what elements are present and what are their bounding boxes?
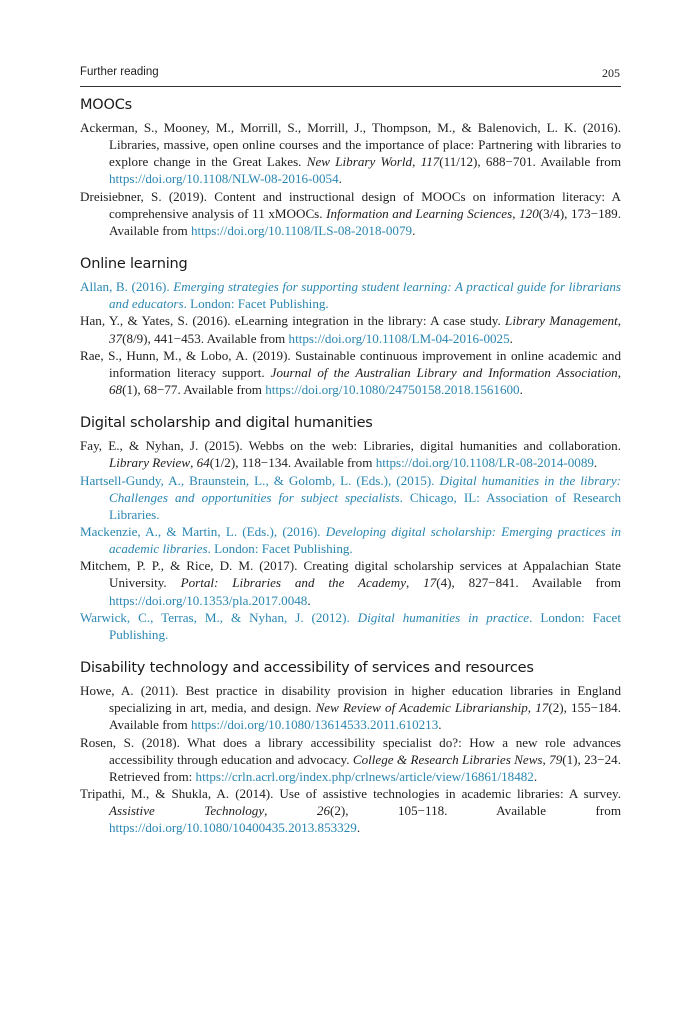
reference-entry[interactable]: Warwick, C., Terras, M., & Nyhan, J. (2012). Digital humanities in practice. London: Facet Publishing. [80,609,621,642]
reference-entry: Ackerman, S., Mooney, M., Morrill, S., Morrill, J., Thompson, M., & Balenovich, L. K. (2016). Libraries, massive, open online courses and the importance of place: Partnering with libraries to explore change in the Great Lakes. New Library World, 117(11/12), 688−701. Available from https://doi.org/10.1108/NLW-08-2016-0054. [80,120,622,187]
doi-link[interactable]: https://doi.org/10.1108/LM-04-2016-0025 [288,330,510,346]
reference-list [80,96,621,836]
reference-entry: Rosen, S. (2018). What does a library accessibility specialist do?: How a new role advances accessibility through education and advocacy. College & Research Libraries News, 79(1), 23−24. Retrieved from: https://crln.acrl.org/index.php/crlnews/article/view/16861/18482. [80,734,621,784]
reference-entry[interactable]: Allan, B. (2016). Emerging strategies for supporting student learning: A practical guide for librarians and educators. London: Facet Publishing. [80,279,622,312]
section-digital-scholarship [80,414,621,643]
running-header-title: Further reading [80,66,159,78]
reference-entry: Tripathi, M., & Shukla, A. (2014). Use of assistive technologies in academic libraries: A survey. Assistive Technology, 26(2), 105−118. Available from https://doi.org/10.1080/10400435.2013.853329. [80,786,622,836]
section-moocs [80,96,621,239]
reference-entry[interactable]: Mackenzie, A., & Martin, L. (Eds.), (2016). Developing digital scholarship: Emerging practices in academic libraries. London: Facet Publishing. [80,523,622,557]
doi-link[interactable]: https://doi.org/10.1080/13614533.2011.610213 [190,717,439,733]
doi-link[interactable]: https://doi.org/10.1353/pla.2017.0048 [109,592,308,608]
reference-entry: Dreisiebner, S. (2019). Content and instructional design of MOOCs on information literacy: A comprehensive analysis of 11 xMOOCs. Information and Learning Sciences, 120(3/4), 173−189. Available from https://doi.org/10.1108/ILS-08-2018-0079. [80,188,621,238]
reference-entry: Han, Y., & Yates, S. (2016). eLearning integration in the library: A case study. Library Management, 37(8/9), 441−453. Available from https://doi.org/10.1108/LM-04-2016-0025. [80,313,621,346]
doi-link[interactable]: https://doi.org/10.1108/LR-08-2014-0089 [375,455,594,471]
reference-entry[interactable]: Hartsell-Gundy, A., Braunstein, L., & Golomb, L. (Eds.), (2015). Digital humanities in the library: Challenges and opportunities for subject specialists. Chicago, IL: Association of Research Libraries. [80,472,622,522]
reference-entry: Rae, S., Hunn, M., & Lobo, A. (2019). Sustainable continuous improvement in online academic and information literacy support. Journal of the Australian Library and Information Association, 68(1), 68−77. Available from https://doi.org/10.1080/24750158.2018.1561600. [80,347,621,398]
reference-entry: Howe, A. (2011). Best practice in disability provision in higher education libraries in England specializing in art, media, and design. New Review of Academic Librarianship, 17(2), 155−184. Available from https://doi.org/10.1080/13614533.2011.610213. [80,683,621,733]
section-title: Digital scholarship and digital humanities [80,415,373,432]
section-title: Online learning [80,256,188,273]
reference-entry: Fay, E., & Nyhan, J. (2015). Webbs on the web: Libraries, digital humanities and collaboration. Library Review, 64(1/2), 118−134. Available from https://doi.org/10.1108/LR-08-2014-0089. [80,438,621,471]
doi-link[interactable]: https://doi.org/10.1108/NLW-08-2016-0054 [109,171,339,187]
reference-entry: Mitchem, P. P., & Rice, D. M. (2017). Creating digital scholarship services at Appalachian State University. Portal: Libraries and the Academy, 17(4), 827−841. Available from https://doi.org/10.1353/pla.2017.0048. [80,558,621,608]
doi-link[interactable]: https://doi.org/10.1108/ILS-08-2018-0079 [190,222,413,238]
doi-link[interactable]: https://doi.org/10.1080/24750158.2018.1561600 [265,382,520,398]
section-title: Disability technology and accessibility of services and resources [80,660,534,677]
url-link[interactable]: https://crln.acrl.org/index.php/crlnews/article/view/16861/18482 [195,768,534,784]
section-online-learning [80,255,621,398]
section-disability-technology [80,659,621,836]
page-number: 205 [602,66,620,80]
running-header [80,64,621,87]
doi-link[interactable]: https://doi.org/10.1080/10400435.2013.853329 [109,820,357,836]
section-title: MOOCs [80,97,133,113]
